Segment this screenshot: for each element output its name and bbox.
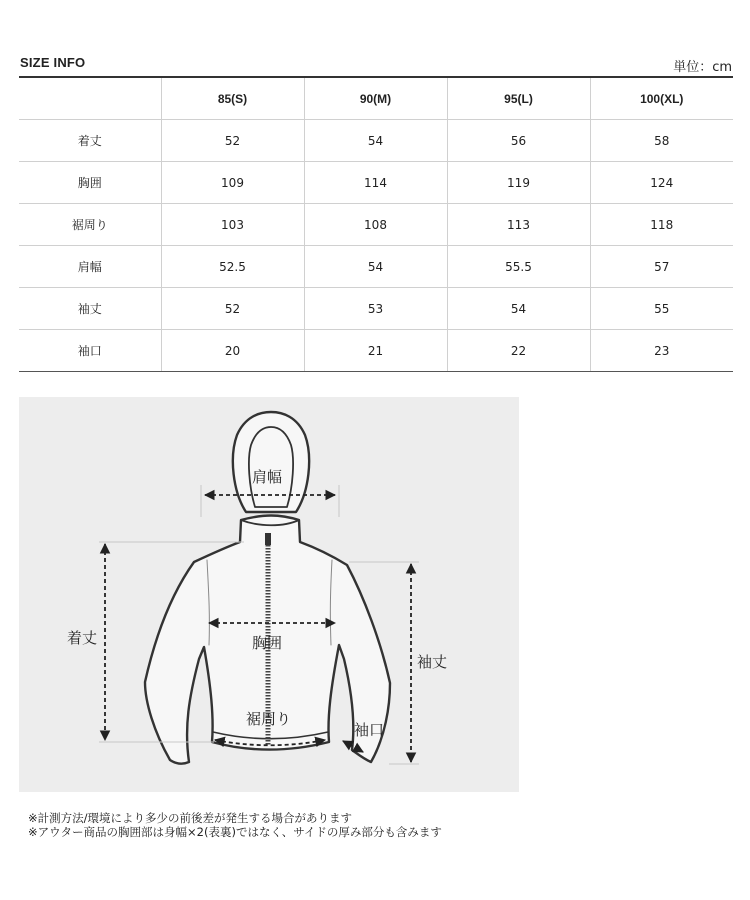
table-cell: 53 <box>304 288 447 330</box>
table-row <box>19 246 733 288</box>
table-cell: 54 <box>447 288 590 330</box>
row-label: 袖口 <box>19 330 161 372</box>
label-hem: 裾周り <box>246 710 292 728</box>
table-row <box>19 330 733 372</box>
table-row <box>19 162 733 204</box>
table-cell: 54 <box>304 120 447 162</box>
table-cell: 55.5 <box>447 246 590 288</box>
table-cell: 55 <box>590 288 733 330</box>
header-cell: 85(S) <box>161 77 304 120</box>
table-cell: 124 <box>590 162 733 204</box>
table-cell: 118 <box>590 204 733 246</box>
measurement-diagram <box>19 397 519 792</box>
unit-label: 単位：cm <box>673 60 732 75</box>
row-label: 裾周り <box>19 204 161 246</box>
table-row <box>19 204 733 246</box>
size-info-title: SIZE INFO <box>20 55 86 70</box>
table-cell: 56 <box>447 120 590 162</box>
table-cell: 113 <box>447 204 590 246</box>
row-label: 肩幅 <box>19 246 161 288</box>
note-line: ※計測方法/環境により多少の前後差が発生する場合があります <box>28 811 353 825</box>
table-cell: 23 <box>590 330 733 372</box>
table-cell: 20 <box>161 330 304 372</box>
notes <box>28 811 442 839</box>
table-header-row <box>19 77 733 120</box>
header-cell: 100(XL) <box>590 77 733 120</box>
table-cell: 57 <box>590 246 733 288</box>
header-cell: 90(M) <box>304 77 447 120</box>
table-cell: 114 <box>304 162 447 204</box>
table-row <box>19 288 733 330</box>
note-line: ※アウター商品の胸囲部は身幅×2(表裏)ではなく、サイドの厚み部分も含みます <box>28 825 442 839</box>
row-label: 胸囲 <box>19 162 161 204</box>
table-cell: 52 <box>161 288 304 330</box>
label-length: 着丈 <box>67 629 98 647</box>
table-cell: 21 <box>304 330 447 372</box>
table-cell: 119 <box>447 162 590 204</box>
jacket-illustration <box>19 397 519 792</box>
table-row <box>19 120 733 162</box>
label-shoulder: 肩幅 <box>252 468 283 486</box>
header-cell: 95(L) <box>447 77 590 120</box>
label-chest: 胸囲 <box>252 634 283 652</box>
table-cell: 54 <box>304 246 447 288</box>
row-label: 袖丈 <box>19 288 161 330</box>
size-table <box>19 76 733 372</box>
table-cell: 22 <box>447 330 590 372</box>
header-cell <box>19 77 161 120</box>
table-cell: 109 <box>161 162 304 204</box>
table-cell: 103 <box>161 204 304 246</box>
table-cell: 108 <box>304 204 447 246</box>
zipper-pull <box>265 533 271 545</box>
row-label: 着丈 <box>19 120 161 162</box>
label-cuff: 袖口 <box>354 721 385 739</box>
table-cell: 52 <box>161 120 304 162</box>
table-cell: 58 <box>590 120 733 162</box>
label-sleeve: 袖丈 <box>417 653 448 671</box>
table-cell: 52.5 <box>161 246 304 288</box>
